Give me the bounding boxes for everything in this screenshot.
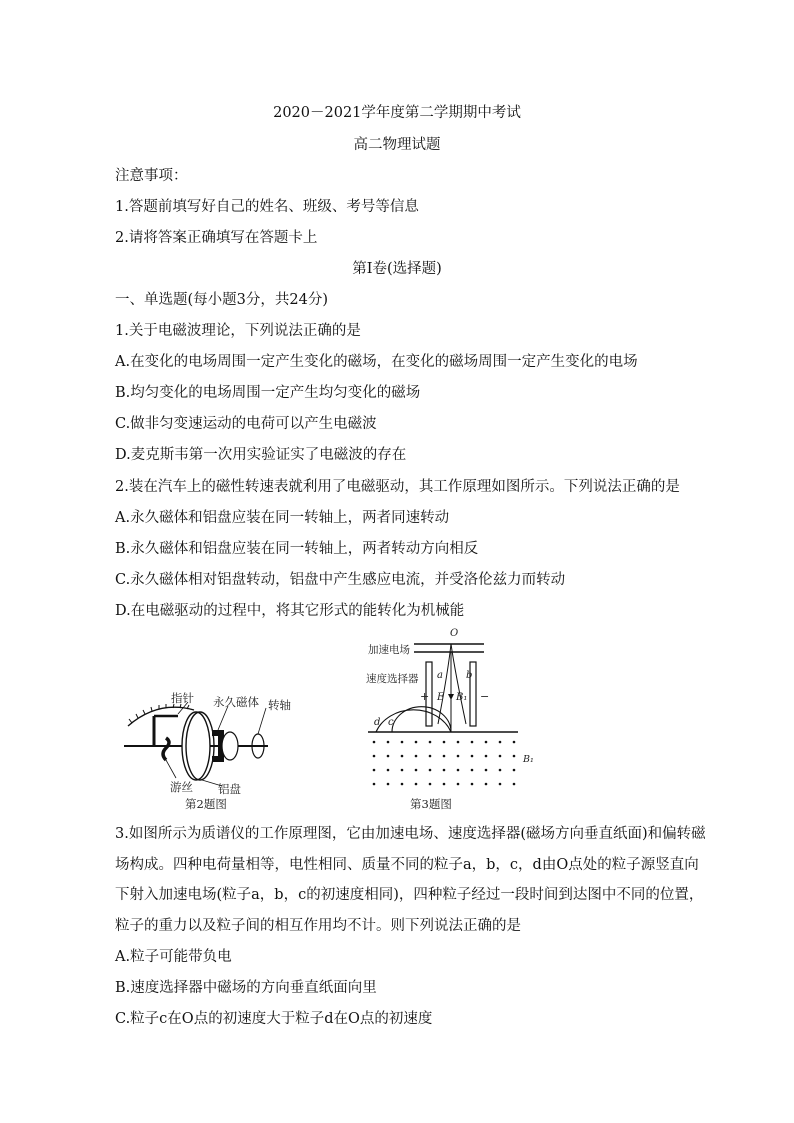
q3-option-c: C.粒子c在O点的初速度大于粒子d在O点的初速度: [115, 1011, 433, 1027]
note-item: 1.答题前填写好自己的姓名、班级、考号等信息: [115, 199, 419, 215]
q3-stem-line: 下射入加速电场(粒子a，b，c的初速度相同)，四种粒子经过一段时间到达图中不同的位置，: [115, 887, 704, 903]
exam-subtitle: 高二物理试题: [353, 137, 441, 153]
q3-stem-line: 3.如图所示为质谱仪的工作原理图，它由加速电场、速度选择器(磁场方向垂直纸面)和偏转磁: [115, 826, 706, 842]
fig2-label-magnet: 永久磁体: [213, 695, 259, 709]
q3-stem-line: 场构成。四种电荷量相等，电性相同、质量不同的粒子a，b，c，d由O点处的粒子源竖直向: [115, 857, 699, 873]
q1-stem: 1.关于电磁波理论，下列说法正确的是: [115, 323, 361, 339]
fig3-label-o: O: [450, 628, 459, 639]
fig2-label-hairspring: 游丝: [170, 780, 193, 794]
fig3-label-e: E: [437, 692, 445, 703]
fig3-label-a: a: [437, 670, 443, 681]
q3-stem-line: 粒子的重力以及粒子间的相互作用均不计。则下列说法正确的是: [115, 918, 521, 934]
q2-option-b: B.永久磁体和铝盘应装在同一转轴上，两者转动方向相反: [115, 541, 479, 557]
q2-option-d: D.在电磁驱动的过程中，将其它形式的能转化为机械能: [115, 603, 465, 619]
q1-option-a: A.在变化的电场周围一定产生变化的磁场，在变化的磁场周围一定产生变化的电场: [115, 354, 638, 370]
fig3-label-plus: +: [420, 690, 430, 703]
q1-option-b: B.均匀变化的电场周围一定产生均匀变化的磁场: [115, 385, 421, 401]
fig3-label-minus: −: [480, 690, 490, 703]
notes-heading: 注意事项：: [115, 168, 188, 184]
fig2-label-pointer: 指针: [171, 691, 194, 705]
exam-title: 2020－2021学年度第二学期期中考试: [273, 105, 521, 121]
q1-option-d: D.麦克斯韦第一次用实验证实了电磁波的存在: [115, 447, 407, 463]
note-item: 2.请将答案正确填写在答题卡上: [115, 230, 318, 246]
volume-title: 第Ⅰ卷(选择题): [352, 261, 442, 277]
fig3-label-b1-selector: B₁: [456, 692, 468, 703]
fig2-caption: 第2题图: [185, 797, 227, 811]
q2-option-c: C.永久磁体相对铝盘转动，铝盘中产生感应电流，并受洛伦兹力而转动: [115, 572, 566, 588]
q3-option-b: B.速度选择器中磁场的方向垂直纸面向里: [115, 980, 377, 996]
fig3-label-b: b: [466, 670, 473, 681]
fig3-label-accel: 加速电场: [368, 644, 410, 656]
fig3-label-selector: 速度选择器: [366, 673, 419, 685]
fig3-label-c: c: [388, 717, 394, 728]
fig3-label-b1-field: B₁: [523, 754, 534, 765]
section-title: 一、单选题(每小题3分，共24分): [115, 292, 328, 308]
q2-option-a: A.永久磁体和铝盘应装在同一转轴上，两者同速转动: [115, 510, 450, 526]
fig2-label-disk: 铝盘: [218, 782, 241, 796]
q2-stem: 2.装在汽车上的磁性转速表就利用了电磁驱动，其工作原理如图所示。下列说法正确的是: [115, 479, 680, 495]
q3-option-a: A.粒子可能带负电: [115, 949, 232, 965]
fig3-caption: 第3题图: [410, 797, 452, 811]
q1-option-c: C.做非匀变速运动的电荷可以产生电磁波: [115, 416, 377, 432]
fig2-label-shaft: 转轴: [268, 698, 291, 712]
fig3-label-d: d: [374, 717, 381, 728]
